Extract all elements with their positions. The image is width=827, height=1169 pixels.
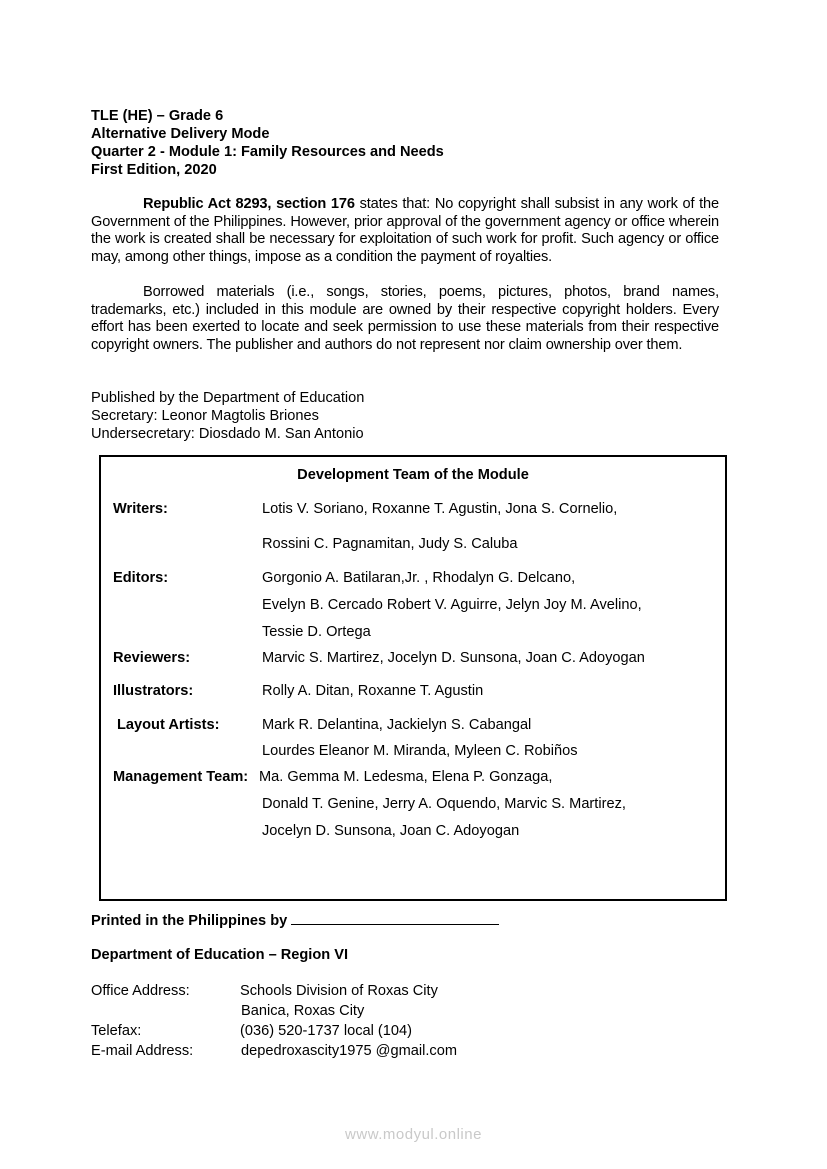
telefax-value: (036) 520-1737 local (104) <box>240 1023 412 1039</box>
office-address-line-1: Schools Division of Roxas City <box>240 983 438 999</box>
header-edition: First Edition, 2020 <box>91 162 217 178</box>
printed-in-label: Printed in the Philippines by <box>91 913 288 929</box>
region-title: Department of Education – Region VI <box>91 947 349 963</box>
editors-line-1: Gorgonio A. Batilaran,Jr. , Rhodalyn G. Delcano, <box>262 570 576 586</box>
borrowed-paragraph <box>91 284 719 355</box>
layout-artists-line-1: Mark R. Delantina, Jackielyn S. Cabangal <box>262 717 532 733</box>
secretary: Secretary: Leonor Magtolis Briones <box>91 408 319 424</box>
undersecretary: Undersecretary: Diosdado M. San Antonio <box>91 426 364 442</box>
printed-in <box>91 910 499 930</box>
management-team-line-2: Donald T. Genine, Jerry A. Oquendo, Marvic S. Martirez, <box>262 796 626 812</box>
copyright-paragraph <box>91 196 719 267</box>
illustrators-label: Illustrators: <box>113 683 194 699</box>
reviewers-label: Reviewers: <box>113 650 191 666</box>
law-reference: Republic Act 8293, section 176 <box>143 196 355 212</box>
header-module: Quarter 2 - Module 1: Family Resources and Needs <box>91 144 444 160</box>
email-value: depedroxascity1975 @gmail.com <box>241 1043 457 1059</box>
writers-line-1: Lotis V. Soriano, Roxanne T. Agustin, Jona S. Cornelio, <box>262 501 618 517</box>
header-title: TLE (HE) – Grade 6 <box>91 108 224 124</box>
layout-artists-label: Layout Artists: <box>117 717 220 733</box>
published-by: Published by the Department of Education <box>91 390 365 406</box>
law-text: states that: No copyright shall subsist in any work of the Government of the Philippines. However, prior approval of the government agency or office wherein the work is created shall be necessary for exploitation of such work for profit. Such agency or office may, among other things, impose as a condition the payment of royalties. <box>91 196 719 266</box>
printer-blank-line <box>291 910 499 925</box>
email-label: E-mail Address: <box>91 1043 194 1059</box>
management-team-line-3: Jocelyn D. Sunsona, Joan C. Adoyogan <box>262 823 520 839</box>
editors-line-2: Evelyn B. Cercado Robert V. Aguirre, Jelyn Joy M. Avelino, <box>262 597 642 613</box>
office-address-line-2: Banica, Roxas City <box>241 1003 365 1019</box>
writers-label: Writers: <box>113 501 168 517</box>
development-team-title: Development Team of the Module <box>297 467 529 483</box>
management-team-line-1: Ma. Gemma M. Ledesma, Elena P. Gonzaga, <box>259 769 553 785</box>
writers-line-2: Rossini C. Pagnamitan, Judy S. Caluba <box>262 536 518 552</box>
illustrators-line-1: Rolly A. Ditan, Roxanne T. Agustin <box>262 683 484 699</box>
management-team-label: Management Team: <box>113 769 249 785</box>
borrowed-text: Borrowed materials (i.e., songs, stories, poems, pictures, photos, brand names, trademarks, etc.) included in this module are owned by their respective copyright holders. Every effort has been exerted to locate and seek permission to use these materials from their respective copyright owners. The publisher and authors do not represent nor claim ownership over them. <box>91 284 719 354</box>
office-address-label: Office Address: <box>91 983 190 999</box>
editors-label: Editors: <box>113 570 169 586</box>
layout-artists-line-2: Lourdes Eleanor M. Miranda, Myleen C. Robiños <box>262 743 578 759</box>
editors-line-3: Tessie D. Ortega <box>262 624 371 640</box>
reviewers-line-1: Marvic S. Martirez, Jocelyn D. Sunsona, Joan C. Adoyogan <box>262 650 645 666</box>
watermark: www.modyul.online <box>345 1126 482 1143</box>
header-mode: Alternative Delivery Mode <box>91 126 270 142</box>
telefax-label: Telefax: <box>91 1023 142 1039</box>
